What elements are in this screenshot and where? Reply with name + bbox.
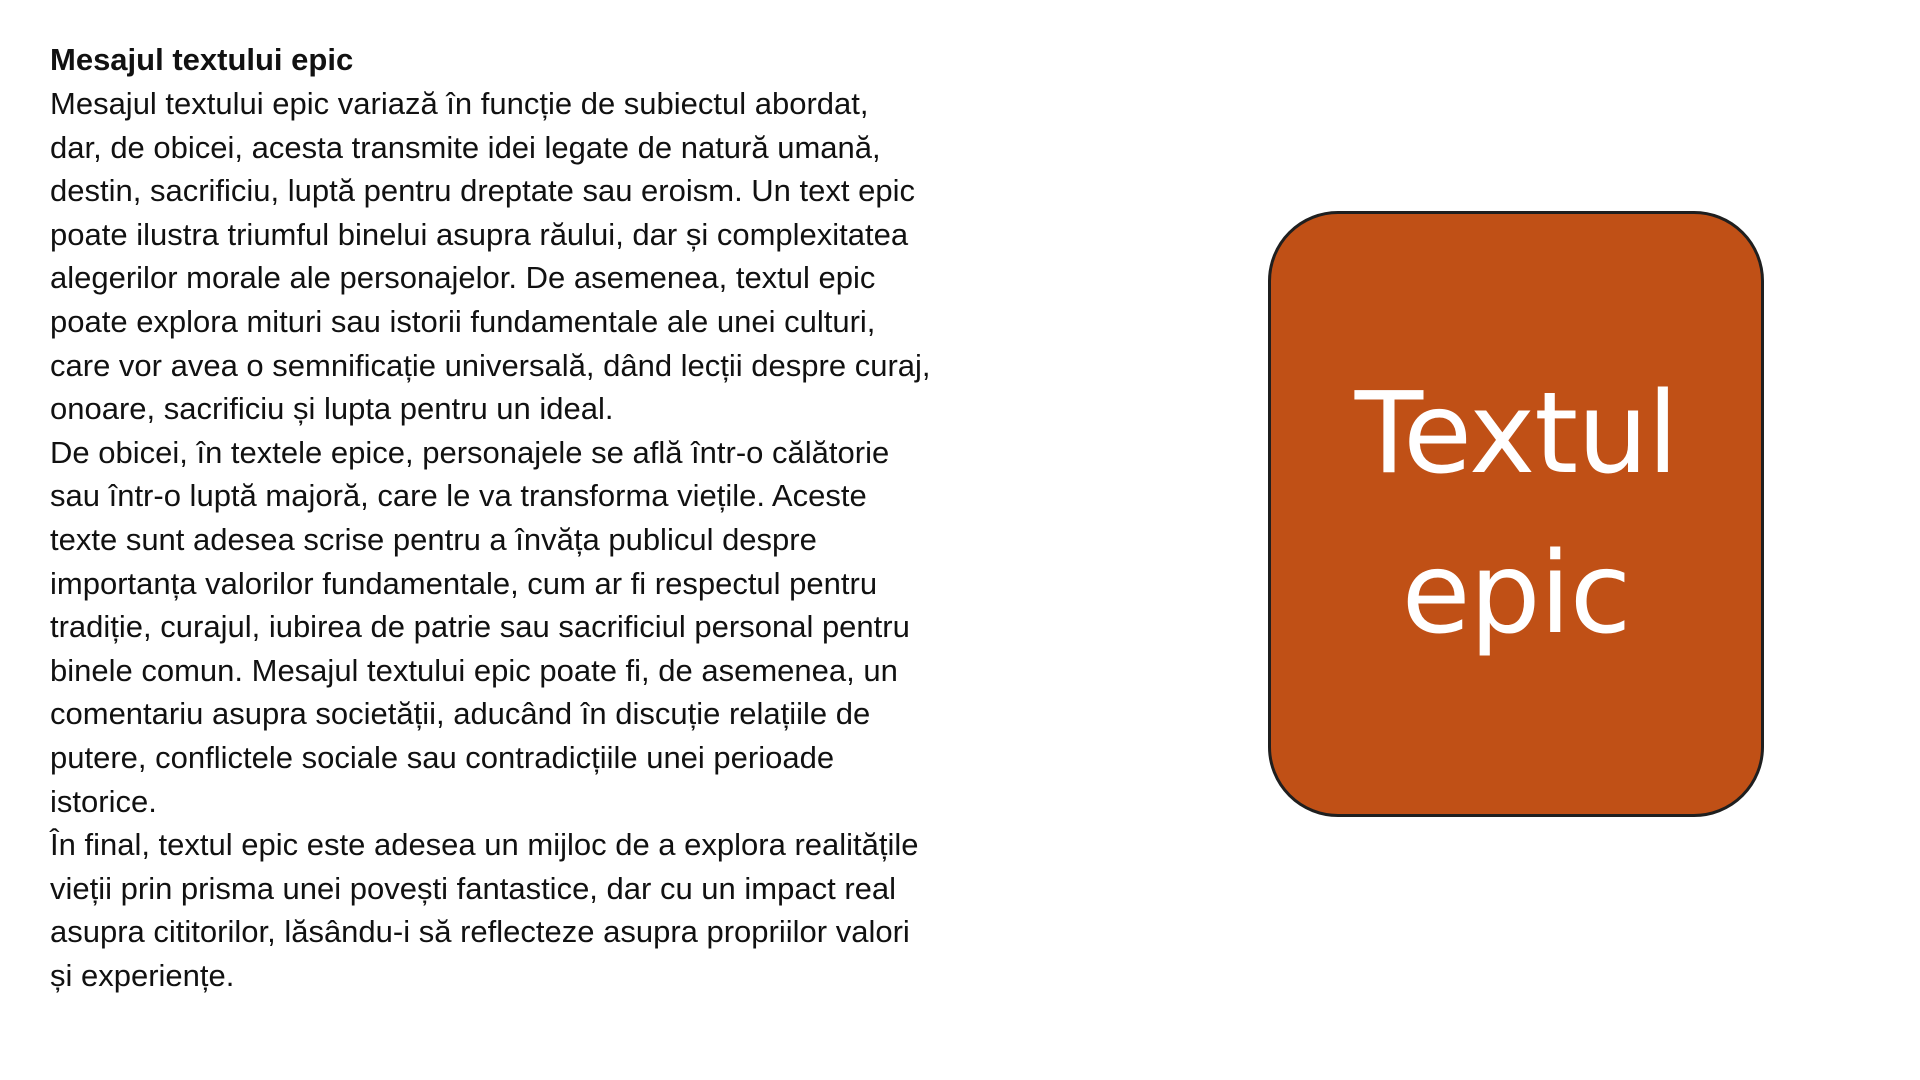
paragraph-2: De obicei, în textele epice, personajele se află într-o călătorie sau într-o luptă majoră, care le va transforma viețile. Aceste texte sunt adesea scrise pentru a învăța publicul despre importanța valorilor fundamentale, cum ar fi respectul pentru tradiție, curajul, iubirea de patrie sau sacrificiul personal pentru binele comun. Mesajul textului epic poate fi, de asemenea, un comentariu asupra societății, aducând în discuție relațiile de putere, conflictele sociale sau contradicțiile unei perioade istorice. <box>50 434 910 819</box>
paragraph-1: Mesajul textului epic variază în funcție de subiectul abordat, dar, de obicei, acesta transmite idei legate de natură umană, destin, sacrificiu, luptă pentru dreptate sau eroism. Un text epic poate ilustra triumful binelui asupra răului, dar și complexitatea alegerilor morale ale personajelor. De asemenea, textul epic poate explora mituri sau istorii fundamentale ale unei culturi, care vor avea o semnificație universală, dând lecții despre curaj, onoare, sacrificiu și lupta pentru un ideal. <box>50 86 931 427</box>
section-heading: Mesajul textului epic <box>50 42 354 77</box>
title-tile <box>1268 211 1764 817</box>
paragraph-3: În final, textul epic este adesea un mijloc de a explora realitățile vieții prin prisma unei povești fantastice, dar cu un impact real asupra cititorilor, lăsându-i să reflecteze asupra propriilor valori și experiențe. <box>50 827 919 993</box>
text-column <box>50 38 1010 997</box>
tile-label: Textul epic <box>1354 369 1678 659</box>
